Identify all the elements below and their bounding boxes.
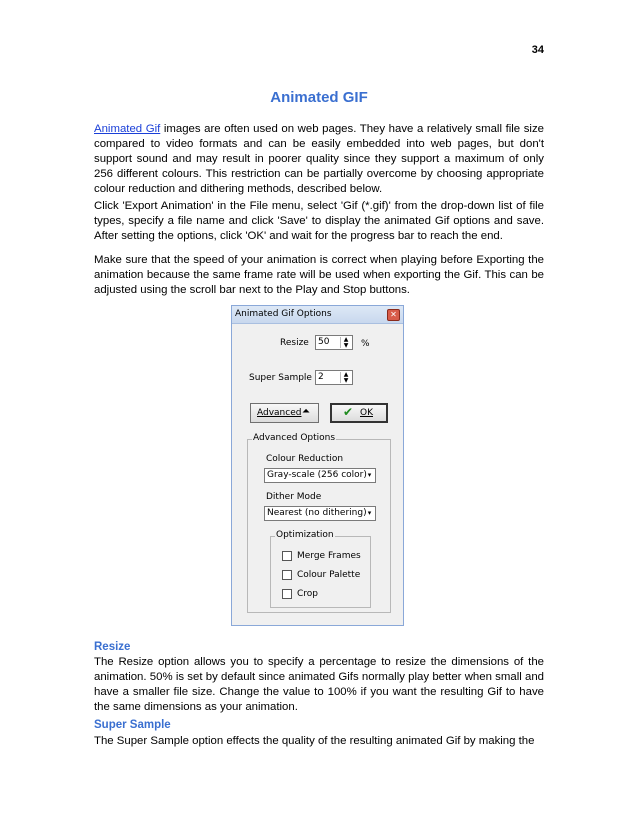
resize-unit: % — [361, 339, 370, 349]
ok-button[interactable] — [330, 403, 388, 423]
crop-label: Crop — [297, 589, 319, 599]
dither-mode-value: Nearest (no dithering) — [267, 508, 367, 518]
advanced-options-group — [247, 433, 391, 613]
intro-paragraph — [94, 122, 544, 197]
chevron-down-icon[interactable]: ▾ — [367, 509, 372, 517]
spinner-arrows-icon[interactable]: ▲ ▼ — [340, 337, 351, 348]
intro-text: images are often used on web pages. They have a relatively small file size compared to video formats and can be easily embedded into web pages, but don't support sound and may result in poorer quality since they support a maximum of only 256 different colours. This restriction can be partially overcome by choosing appropriate colour reduction and dithering methods, described below. — [94, 123, 544, 195]
dialog-title-bar — [232, 306, 403, 324]
super-sample-paragraph: The Super Sample option effects the quality of the resulting animated Gif by making the — [94, 735, 535, 747]
animated-gif-link[interactable]: Animated Gif — [94, 123, 161, 135]
super-sample-heading: Super Sample — [94, 719, 171, 731]
merge-frames-checkbox[interactable] — [282, 551, 292, 561]
resize-spinner[interactable] — [315, 335, 353, 350]
colour-reduction-select[interactable] — [264, 468, 376, 483]
dialog-title: Animated Gif Options — [235, 309, 332, 319]
resize-heading: Resize — [94, 641, 131, 653]
super-sample-spinner[interactable] — [315, 370, 353, 385]
chevron-down-icon[interactable]: ▾ — [367, 471, 372, 479]
ok-label: OK — [360, 408, 373, 418]
super-sample-value: 2 — [318, 372, 324, 382]
colour-reduction-value: Gray-scale (256 color) — [267, 470, 367, 480]
advanced-label: Advanced — [257, 408, 302, 418]
colour-reduction-label: Colour Reduction — [266, 454, 344, 464]
animated-gif-options-dialog — [231, 305, 404, 626]
collapse-arrows-icon: ⏶ — [302, 406, 310, 417]
colour-palette-checkbox[interactable] — [282, 570, 292, 580]
optimization-group — [270, 530, 371, 608]
advanced-button[interactable] — [250, 403, 319, 423]
crop-checkbox[interactable] — [282, 589, 292, 599]
merge-frames-label: Merge Frames — [297, 551, 361, 561]
page-number: 34 — [531, 44, 544, 56]
advanced-options-legend: Advanced Options — [253, 433, 336, 443]
resize-paragraph: The Resize option allows you to specify a percentage to resize the dimensions of the animation. 50% is set by default since animated Gifs normally play better when small and have a smaller file size. Change the value to 100% if you want the resulting Gif to have the same dimensions as your animation. — [94, 656, 544, 713]
dither-mode-select[interactable] — [264, 506, 376, 521]
page-title: Animated GIF — [270, 89, 368, 106]
checkmark-icon: ✔ — [343, 405, 354, 419]
resize-label: Resize — [280, 338, 309, 348]
speed-paragraph: Make sure that the speed of your animation is correct when playing before Exporting the animation because the same frame rate will be used when exporting the Gif. This can be adjusted using the scroll bar next to the Play and Stop buttons. — [94, 254, 544, 296]
spinner-arrows-icon[interactable]: ▲ ▼ — [340, 372, 351, 383]
dither-mode-label: Dither Mode — [266, 492, 322, 502]
resize-value: 50 — [318, 337, 330, 347]
super-sample-label: Super Sample — [249, 373, 312, 383]
close-icon[interactable]: ✕ — [387, 309, 400, 321]
optimization-legend: Optimization — [276, 530, 334, 540]
export-paragraph: Click 'Export Animation' in the File menu, select 'Gif (*.gif)' from the drop-down list of file types, specify a file name and click 'Save' to display the animated Gif options and save. After setting the options, click 'OK' and wait for the progress bar to reach the end. — [94, 200, 544, 242]
colour-palette-label: Colour Palette — [297, 570, 361, 580]
